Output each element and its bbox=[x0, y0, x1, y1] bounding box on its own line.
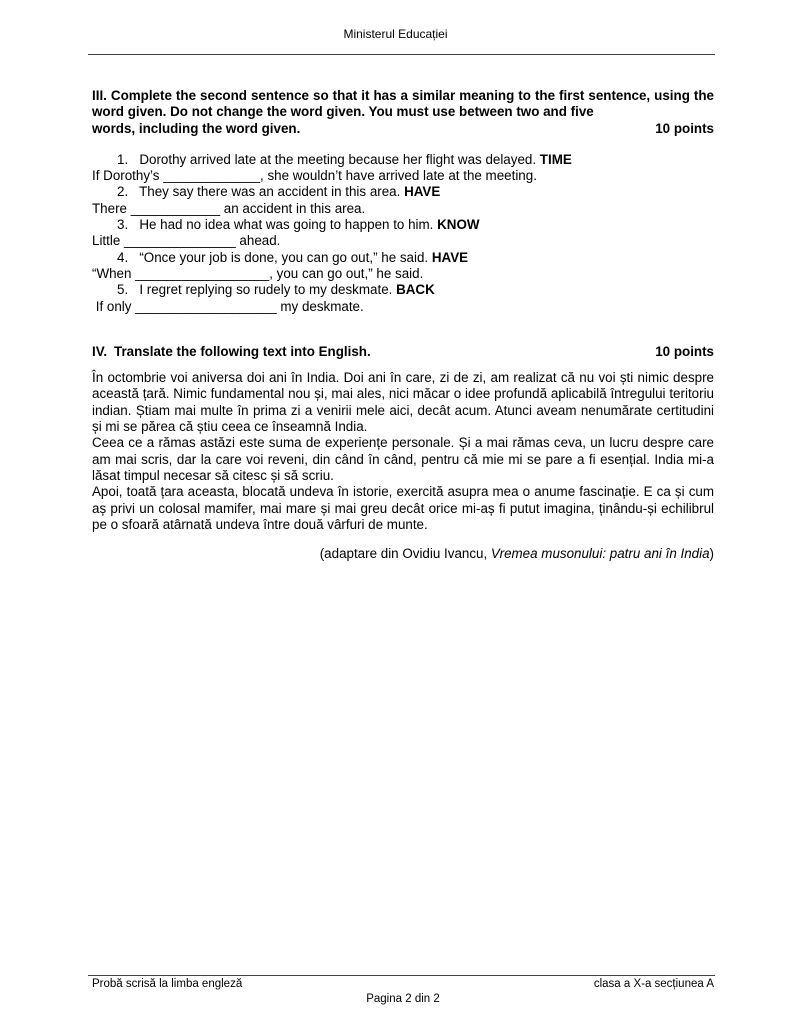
page-content bbox=[92, 88, 714, 562]
item-completion: If Dorothy’s _____________, she wouldn’t have arrived late at the meeting. bbox=[92, 168, 537, 184]
item-sentence bbox=[117, 184, 714, 200]
passage-paragraph: Ceea ce a rămas astăzi este suma de experiențe personale. Și a mai rămas ceva, un lucru despre care am mai scris, dar la care voi reveni, din când în când, pentru că mie mi se pare a fi esențial. India mi-a lăsat timpul necesar să citesc și să scriu. bbox=[92, 435, 714, 483]
section-4 bbox=[92, 344, 714, 563]
exercise-items bbox=[92, 152, 714, 315]
header-title: Ministerul Educației bbox=[343, 27, 448, 41]
section-4-title: Translate the following text into English. bbox=[114, 343, 371, 359]
item-completion: There ____________ an accident in this area. bbox=[92, 200, 366, 216]
footer-divider bbox=[88, 975, 715, 976]
passage-paragraph: În octombrie voi aniversa doi ani în India. Doi ani în care, zi de zi, am realizat că nu voi ști nimic despre această țară. Nimic fundamental nou și, mai ales, nici măcar o idee profundă aplicabilă întregului teritoriu indian. Știam mai multe în prima zi a venirii mele aici, decât acum. Atunci aveam nenumărate certitudini și mi se părea că știu ceea ce înseamnă India. bbox=[92, 370, 714, 435]
item-sentence-text: 1. Dorothy arrived late at the meeting because her flight was delayed. bbox=[117, 151, 540, 167]
item-sentence bbox=[117, 250, 714, 266]
item-keyword: HAVE bbox=[404, 184, 441, 200]
exercise-item bbox=[92, 249, 714, 283]
exercise-item bbox=[92, 151, 714, 185]
section-4-points: 10 points bbox=[655, 343, 714, 359]
item-sentence bbox=[117, 152, 714, 168]
item-completion: If only ___________________ my deskmate. bbox=[92, 298, 364, 314]
exercise-item bbox=[92, 282, 714, 315]
footer-page-number: Pagina 2 din 2 bbox=[366, 993, 440, 1005]
section-4-number: IV. bbox=[92, 343, 108, 359]
exercise-item bbox=[92, 217, 714, 250]
item-completion: Little _______________ ahead. bbox=[92, 233, 281, 249]
header-divider bbox=[88, 54, 715, 55]
item-keyword: HAVE bbox=[431, 249, 469, 265]
translation-passage bbox=[92, 370, 714, 533]
item-keyword: KNOW bbox=[437, 217, 480, 233]
passage-source bbox=[92, 546, 714, 562]
source-title: Vremea musonului: patru ani în India bbox=[490, 546, 710, 562]
source-prefix: (adaptare din Ovidiu Ivancu, bbox=[319, 546, 491, 562]
passage-paragraph: Apoi, toată țara aceasta, blocată undeva în istorie, exercită asupra mea o anume fascinație. E ca și cum aș privi un colosal mamifer, mai mare și mai greu decât orice mi-aș fi putut imagina, ținându-și echilibrul pe o sfoară atârnată undeva între două vârfuri de munte. bbox=[92, 484, 714, 532]
item-sentence-text: 2. They say there was an accident in this area. bbox=[117, 184, 405, 200]
section-3-instructions: III. Complete the second sentence so that it has a similar meaning to the first sentence, using the word given. Do not change the word given. You must use between two and five bbox=[92, 88, 714, 120]
section-3-instructions-end bbox=[92, 121, 714, 137]
footer-row bbox=[92, 978, 714, 990]
section-4-title-wrap bbox=[92, 344, 371, 360]
section-3 bbox=[92, 88, 714, 315]
item-completion: “When __________________, you can go out,” he said. bbox=[92, 265, 424, 281]
item-keyword: BACK bbox=[396, 282, 435, 298]
footer-exam-name: Probă scrisă la limba engleză bbox=[92, 978, 243, 990]
item-sentence bbox=[117, 217, 714, 233]
page-footer bbox=[92, 978, 714, 1005]
item-keyword: TIME bbox=[539, 151, 572, 167]
exercise-item bbox=[92, 184, 714, 217]
item-sentence-text: 3. He had no idea what was going to happen to him. bbox=[117, 217, 438, 233]
source-suffix: ) bbox=[709, 546, 714, 562]
section-4-heading bbox=[92, 344, 714, 360]
item-sentence bbox=[117, 282, 714, 298]
section-3-instructions-last-line: words, including the word given. bbox=[92, 120, 301, 136]
page-header bbox=[0, 27, 791, 41]
item-sentence-text: 4. “Once your job is done, you can go out,” he said. bbox=[117, 249, 432, 265]
footer-class-section: clasa a X-a secțiunea A bbox=[593, 978, 714, 990]
section-3-points: 10 points bbox=[655, 120, 714, 136]
item-sentence-text: 5. I regret replying so rudely to my deskmate. bbox=[117, 282, 397, 298]
